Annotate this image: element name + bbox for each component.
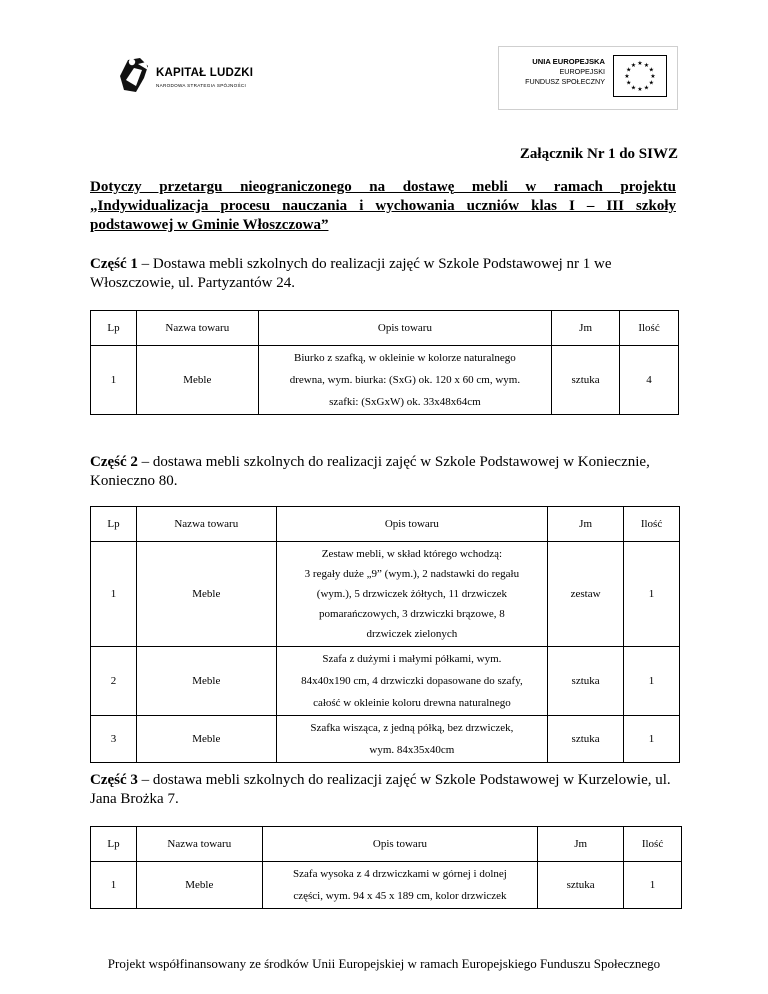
row-nazwa: Meble <box>136 647 276 716</box>
row-opis-line: 3 regały duże „9” (wym.), 2 nadstawki do regału <box>304 568 520 580</box>
row-opis <box>276 542 548 647</box>
row-opis-line: drzwiczek zielonych <box>366 628 458 640</box>
kapital-ludzki-subtitle: NARODOWA STRATEGIA SPÓJNOŚCI <box>156 83 247 88</box>
row-opis-line: Zestaw mebli, w skład którego wchodzą: <box>321 548 503 560</box>
row-nazwa: Meble <box>136 346 258 415</box>
row-opis-line: części, wym. 94 x 45 x 189 cm, kolor drzwiczek <box>293 890 507 902</box>
header-jm: Jm <box>548 507 624 542</box>
header-lp: Lp <box>91 507 137 542</box>
header-lp: Lp <box>91 311 137 346</box>
part-1-label: Część 1 <box>90 256 138 272</box>
table-row <box>91 542 680 647</box>
header-ilosc: Ilość <box>620 311 679 346</box>
annex-heading: Załącznik Nr 1 do SIWZ <box>519 146 678 162</box>
row-lp: 1 <box>91 862 137 909</box>
table-header-row <box>91 311 679 346</box>
row-ilosc: 1 <box>624 862 682 909</box>
eu-star-icon: ★ <box>637 87 643 94</box>
eu-star-icon: ★ <box>650 74 656 81</box>
kapital-ludzki-title: KAPITAŁ LUDZKI <box>156 67 254 79</box>
eu-star-icon: ★ <box>637 61 643 68</box>
header-lp: Lp <box>91 827 137 862</box>
header-opis: Opis towaru <box>262 827 537 862</box>
row-opis-line: (wym.), 5 drzwiczek żółtych, 11 drzwiczek <box>316 588 507 600</box>
table-part-2 <box>90 506 680 763</box>
eu-star-icon: ★ <box>626 80 632 87</box>
row-jm: zestaw <box>548 542 624 647</box>
row-opis <box>262 862 537 909</box>
part-3-text: – dostawa mebli szkolnych do realizacji zajęć w Szkole Podstawowej w Kurzelowie, ul. Jana Brożka 7. <box>90 772 671 807</box>
row-opis <box>276 647 548 716</box>
header-ilosc: Ilość <box>624 507 680 542</box>
table-header-row <box>91 507 680 542</box>
row-opis-line: całość w okleinie koloru drewna naturalnego <box>313 697 511 709</box>
part-1-heading <box>90 255 680 293</box>
row-jm: sztuka <box>552 346 620 415</box>
row-opis-line: Szafa z dużymi i małymi półkami, wym. <box>322 653 502 665</box>
eu-star-icon: ★ <box>643 62 650 69</box>
row-opis <box>258 346 551 415</box>
table-row <box>91 716 680 763</box>
row-opis-line: wym. 84x35x40cm <box>369 744 455 756</box>
eu-flag-icon <box>613 55 667 97</box>
row-lp: 3 <box>91 716 137 763</box>
header-nazwa: Nazwa towaru <box>136 827 262 862</box>
subject-line-3: podstawowej w Gminie Włoszczowa” <box>90 217 329 233</box>
kapital-ludzki-logo <box>118 56 268 98</box>
row-opis-line: drewna, wym. biurka: (SxG) ok. 120 x 60 cm, wym. <box>289 374 521 386</box>
row-ilosc: 1 <box>624 716 680 763</box>
tender-subject <box>90 178 676 235</box>
header-opis: Opis towaru <box>258 311 551 346</box>
eu-star-icon: ★ <box>630 62 637 69</box>
eu-logo-line3: FUNDUSZ SPOŁECZNY <box>525 77 605 86</box>
part-3-heading <box>90 771 680 809</box>
row-opis-line: 84x40x190 cm, 4 drzwiczki dopasowane do szafy, <box>301 675 523 687</box>
table-part-1 <box>90 310 679 415</box>
row-opis-line: pomarańczowych, 3 drzwiczki brązowe, 8 <box>319 608 505 620</box>
header-jm: Jm <box>552 311 620 346</box>
row-opis-line: Szafa wysoka z 4 drzwiczkami w górnej i dolnej <box>293 868 507 880</box>
row-opis-line: szafki: (SxGxW) ok. 33x48x64cm <box>329 396 481 408</box>
eu-logo-text <box>525 57 605 87</box>
eu-star-icon: ★ <box>630 85 637 92</box>
eu-star-icon: ★ <box>643 85 650 92</box>
row-jm: sztuka <box>548 716 624 763</box>
part-2-text: – dostawa mebli szkolnych do realizacji zajęć w Szkole Podstawowej w Koniecznie, Konieczno 80. <box>90 454 650 489</box>
page-footer: Projekt współfinansowany ze środków Unii Europejskiej w ramach Europejskiego Funduszu Społecznego <box>107 956 661 971</box>
eu-logo-line2: EUROPEJSKI <box>559 67 605 76</box>
header-ilosc: Ilość <box>624 827 682 862</box>
row-jm: sztuka <box>538 862 624 909</box>
row-lp: 1 <box>91 346 137 415</box>
row-nazwa: Meble <box>136 716 276 763</box>
kapital-ludzki-mark-icon <box>118 56 152 94</box>
eu-star-icon: ★ <box>624 74 630 81</box>
row-jm: sztuka <box>548 647 624 716</box>
eu-star-icon: ★ <box>648 80 654 87</box>
header-jm: Jm <box>538 827 624 862</box>
table-part-3 <box>90 826 682 909</box>
header-nazwa: Nazwa towaru <box>136 311 258 346</box>
row-ilosc: 4 <box>620 346 679 415</box>
row-opis <box>276 716 548 763</box>
part-1-text: – Dostawa mebli szkolnych do realizacji zajęć w Szkole Podstawowej nr 1 we Włoszczowie, ul. Partyzantów 24. <box>90 256 612 291</box>
table-header-row <box>91 827 682 862</box>
row-nazwa: Meble <box>136 862 262 909</box>
eu-logo-line1: UNIA EUROPEJSKA <box>532 57 605 66</box>
eu-logo <box>498 46 678 110</box>
header-nazwa: Nazwa towaru <box>136 507 276 542</box>
eu-star-icon: ★ <box>648 67 654 74</box>
header-opis: Opis towaru <box>276 507 548 542</box>
row-nazwa: Meble <box>136 542 276 647</box>
subject-line-1: Dotyczy przetargu nieograniczonego na dostawę mebli w ramach projektu <box>90 179 676 195</box>
part-3-label: Część 3 <box>90 772 138 788</box>
table-row <box>91 647 680 716</box>
table-row <box>91 346 679 415</box>
row-lp: 2 <box>91 647 137 716</box>
part-2-label: Część 2 <box>90 454 138 470</box>
row-opis-line: Biurko z szafką, w okleinie w kolorze naturalnego <box>294 352 516 364</box>
row-opis-line: Szafka wisząca, z jedną półką, bez drzwiczek, <box>310 722 514 734</box>
table-row <box>91 862 682 909</box>
row-lp: 1 <box>91 542 137 647</box>
eu-star-icon: ★ <box>626 67 632 74</box>
part-2-heading <box>90 453 680 491</box>
subject-line-2: „Indywidualizacja procesu nauczania i wychowania uczniów klas I – III szkoły <box>90 198 676 214</box>
row-ilosc: 1 <box>624 647 680 716</box>
row-ilosc: 1 <box>624 542 680 647</box>
